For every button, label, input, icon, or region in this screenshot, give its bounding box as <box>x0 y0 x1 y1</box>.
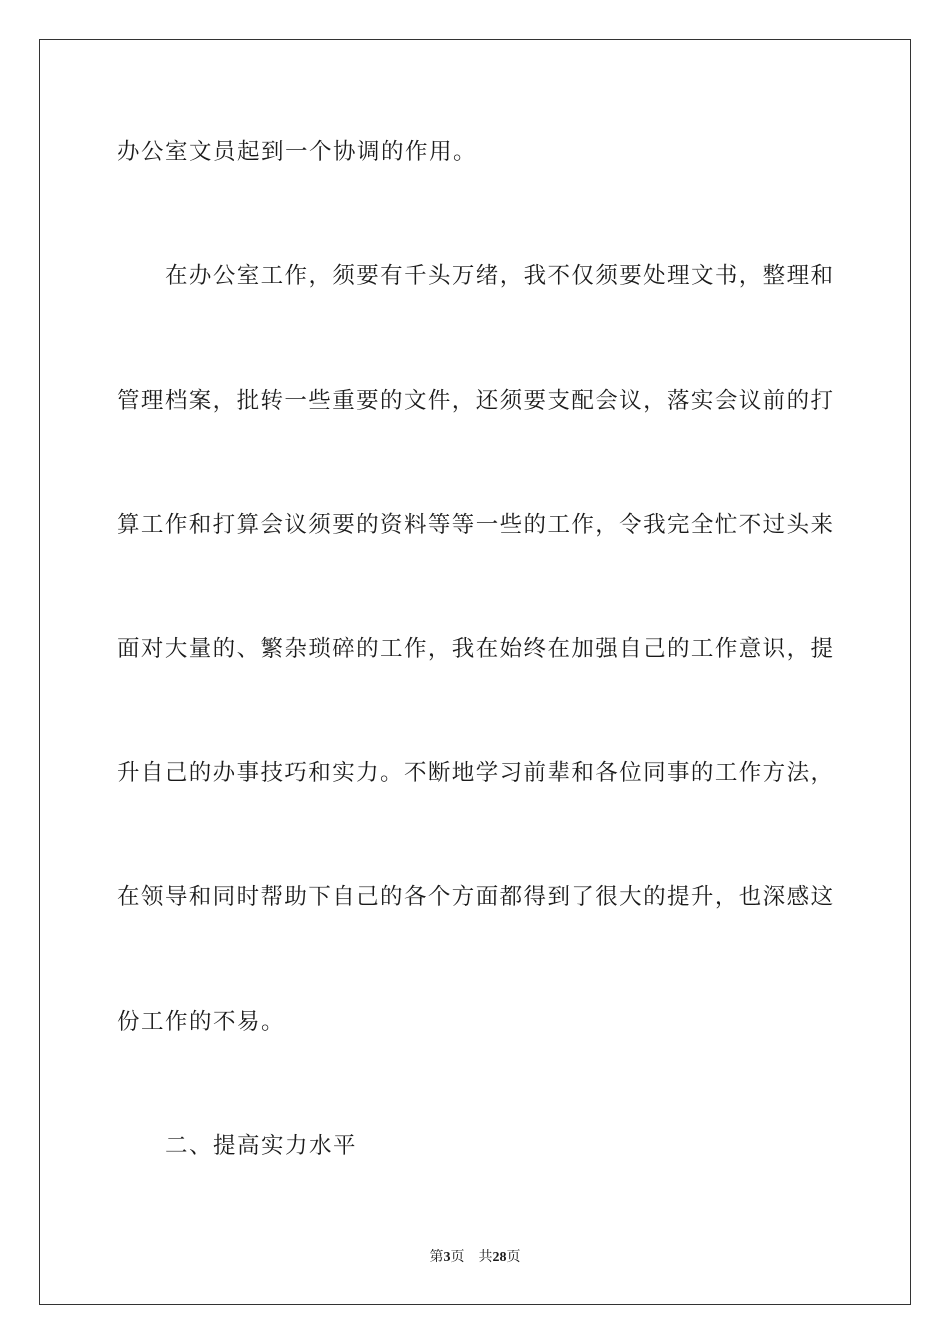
total-prefix: 共 <box>478 1249 493 1265</box>
section-heading: 二、提高实力水平 <box>165 1133 358 1159</box>
text-line-7: 在领导和同时帮助下自己的各个方面都得到了很大的提升，也深感这 <box>117 884 833 910</box>
page-suffix: 页 <box>450 1249 465 1265</box>
text-line-6: 升自己的办事技巧和实力。不断地学习前辈和各位同事的工作方法， <box>117 760 833 786</box>
page-footer <box>0 1247 950 1268</box>
text-line-4: 算工作和打算会议须要的资料等等一些的工作，令我完全忙不过头来 <box>117 512 833 538</box>
text-line-8: 份工作的不易。 <box>117 1009 286 1035</box>
page-prefix: 第 <box>429 1249 444 1265</box>
text-line-1: 办公室文员起到一个协调的作用。 <box>117 139 478 165</box>
page-border <box>39 39 911 1305</box>
total-suffix: 页 <box>506 1249 521 1265</box>
paragraph-first-line: 在办公室工作，须要有千头万绪，我不仅须要处理文书，整理和 <box>165 263 833 289</box>
page-number: 3 <box>443 1250 451 1265</box>
text-line-5: 面对大量的、繁杂琐碎的工作，我在始终在加强自己的工作意识，提 <box>117 636 833 662</box>
total-pages: 28 <box>492 1250 507 1265</box>
text-line-3: 管理档案，批转一些重要的文件，还须要支配会议，落实会议前的打 <box>117 388 833 414</box>
